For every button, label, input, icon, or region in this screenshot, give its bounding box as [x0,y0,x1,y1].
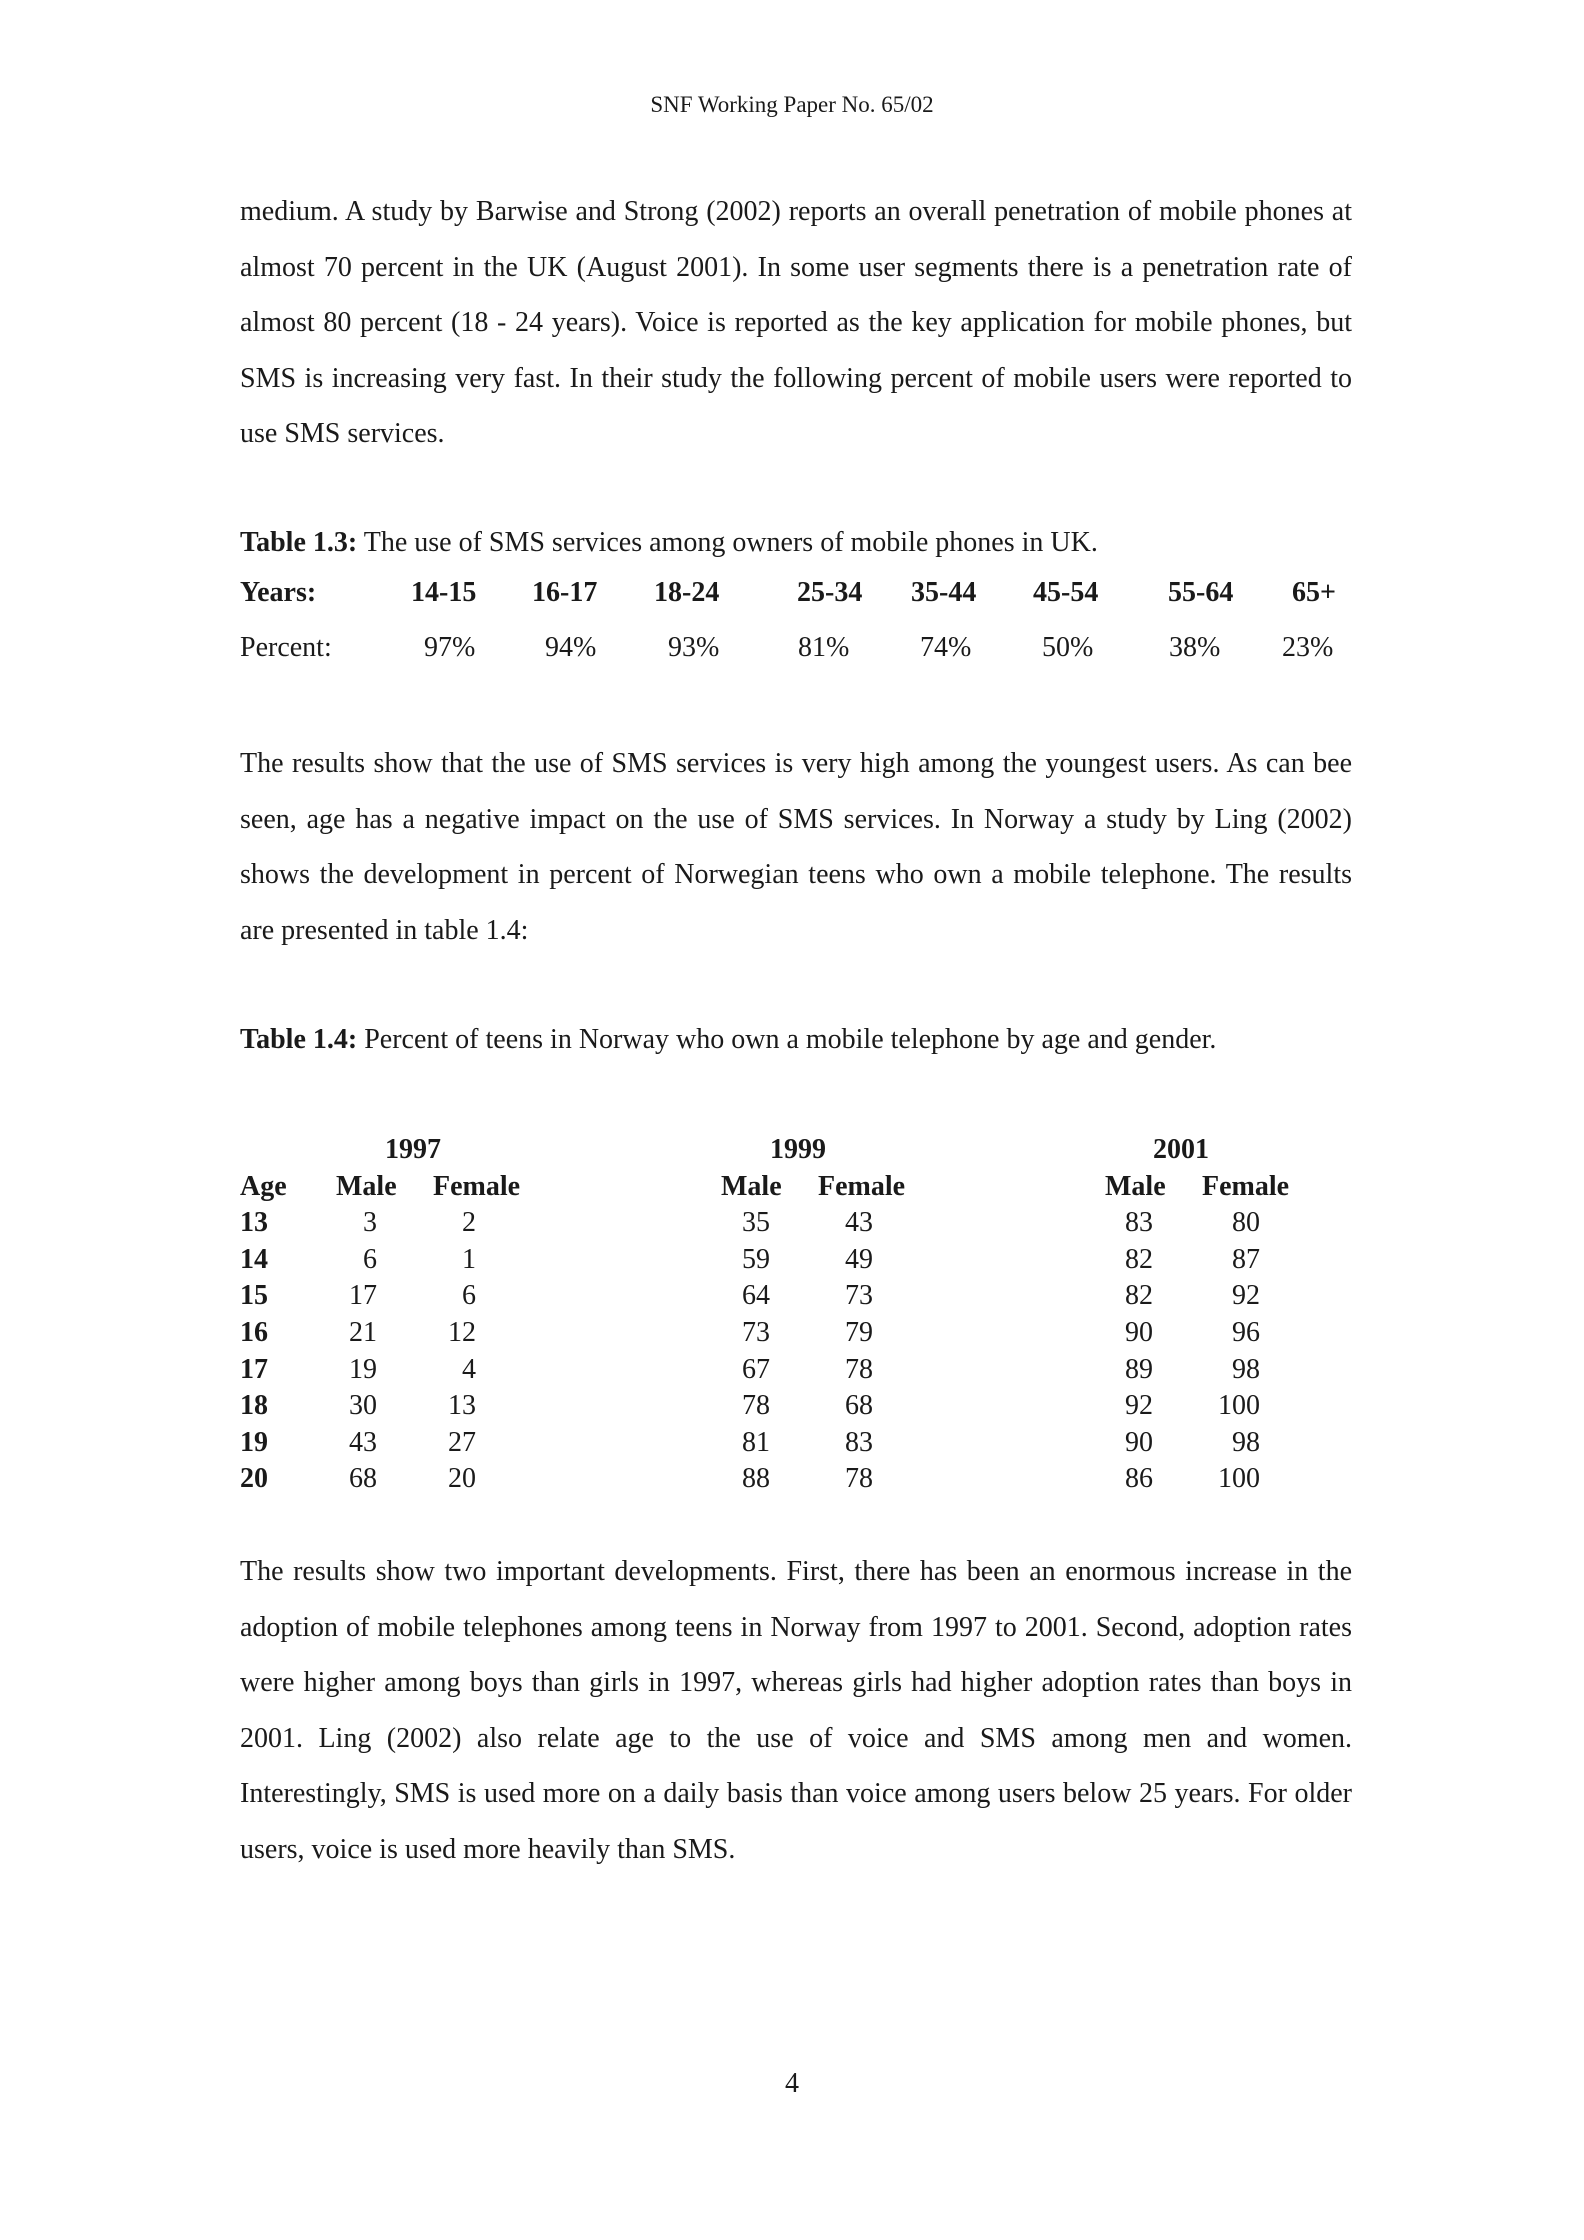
age-cell: 18 [240,1390,268,1422]
female-1999-cell: 43 [845,1207,873,1239]
male-1997-cell: 68 [349,1463,377,1495]
female-2001-cell: 100 [1218,1463,1260,1495]
female-1999-cell: 68 [845,1390,873,1422]
table-row [240,1317,1352,1354]
table-1-3 [240,577,1352,687]
female-2001-cell: 100 [1218,1390,1260,1422]
male-1999-cell: 88 [742,1463,770,1495]
male-2001-cell: 90 [1125,1426,1153,1458]
female-1999-cell: 78 [845,1353,873,1385]
age-cell: 15 [240,1280,268,1312]
male-1999-cell: 35 [742,1207,770,1239]
female-1997-cell: 12 [448,1316,476,1348]
male-1999-cell: 73 [742,1316,770,1348]
male-header-1999: Male [721,1170,782,1202]
male-1999-cell: 67 [742,1353,770,1385]
percent-label: Percent: [240,632,332,663]
table-1-3-percent: 94% [545,632,597,663]
body-paragraph-2: The results show that the use of SMS services is very high among the youngest users. As can bee seen, age has a negative impact on the use of SMS services. In Norway a study by Ling (2002) shows the development in percent of Norwegian teens who own a mobile telephone. The results are presented in table 1.4: [240,748,1352,946]
table-row [240,1390,1352,1427]
table-1-4-body [240,1207,1352,1500]
table-1-4-year-row [240,1134,1352,1171]
table-1-3-percent-row [240,632,1352,687]
table-1-4-year-1997: 1997 [385,1134,441,1165]
female-1999-cell: 83 [845,1426,873,1458]
female-1997-cell: 20 [448,1463,476,1495]
table-1-4-year-1999: 1999 [770,1134,826,1165]
table-1-3-caption-label: Table 1.3: [240,527,358,558]
table-1-3-caption [240,515,1352,571]
table-1-3-year: 14-15 [411,577,477,608]
male-2001-cell: 90 [1125,1316,1153,1348]
table-1-4-caption-text: Percent of teens in Norway who own a mobile telephone by age and gender. [357,1024,1217,1055]
female-header-2001: Female [1202,1170,1290,1202]
table-1-4-header-row [240,1171,1352,1208]
male-2001-cell: 86 [1125,1463,1153,1495]
female-1997-cell: 6 [462,1280,476,1312]
age-cell: 19 [240,1426,268,1458]
female-2001-cell: 87 [1232,1243,1260,1275]
male-header-1997: Male [336,1170,397,1202]
table-row [240,1427,1352,1464]
table-row [240,1354,1352,1391]
table-1-3-year: 25-34 [797,577,863,608]
female-2001-cell: 98 [1232,1426,1260,1458]
male-2001-cell: 82 [1125,1280,1153,1312]
male-1999-cell: 81 [742,1426,770,1458]
table-1-3-year: 65+ [1292,577,1336,608]
body-paragraph-1: medium. A study by Barwise and Strong (2002) reports an overall penetration of mobile phones at almost 70 percent in the UK (August 2001). In some user segments there is a penetration rate of almost 80 percent (18 - 24 years). Voice is reported as the key application for mobile phones, but SMS is increasing very fast. In their study the following percent of mobile users were reported to use SMS services. [240,196,1352,449]
age-cell: 13 [240,1207,268,1239]
running-header: SNF Working Paper No. 65/02 [650,92,934,117]
page-number: 4 [785,2068,799,2099]
table-1-4 [240,1134,1352,1500]
table-1-3-year: 35-44 [911,577,977,608]
female-2001-cell: 96 [1232,1316,1260,1348]
table-row [240,1244,1352,1281]
age-header: Age [240,1170,287,1202]
female-1999-cell: 73 [845,1280,873,1312]
table-1-3-year: 55-64 [1168,577,1234,608]
female-1997-cell: 1 [462,1243,476,1275]
body-paragraph-3: The results show two important developments. First, there has been an enormous increase in the adoption of mobile telephones among teens in Norway from 1997 to 2001. Second, adoption rates were higher among boys than girls in 1997, whereas girls had higher adoption rates than boys in 2001. Ling (2002) also relate age to the use of voice and SMS among men and women. Interestingly, SMS is used more on a daily basis than voice among users below 25 years. For older users, voice is used more heavily than SMS. [240,1556,1352,1865]
male-1997-cell: 21 [349,1316,377,1348]
table-1-3-year: 16-17 [532,577,598,608]
table-1-3-year: 18-24 [654,577,720,608]
male-1997-cell: 6 [363,1243,377,1275]
table-1-3-caption-text: The use of SMS services among owners of mobile phones in UK. [357,527,1098,558]
table-1-4-year-2001: 2001 [1153,1134,1209,1165]
table-1-3-percent: 97% [424,632,476,663]
male-2001-cell: 82 [1125,1243,1153,1275]
table-row [240,1280,1352,1317]
male-2001-cell: 92 [1125,1390,1153,1422]
female-1997-cell: 4 [462,1353,476,1385]
female-2001-cell: 98 [1232,1353,1260,1385]
female-1999-cell: 49 [845,1243,873,1275]
table-1-4-caption [240,1012,1352,1068]
female-2001-cell: 80 [1232,1207,1260,1239]
table-row [240,1463,1352,1500]
female-1997-cell: 2 [462,1207,476,1239]
age-cell: 17 [240,1353,268,1385]
female-1999-cell: 79 [845,1316,873,1348]
age-cell: 20 [240,1463,268,1495]
female-header-1997: Female [433,1170,521,1202]
table-1-3-years-row [240,577,1352,632]
female-1999-cell: 78 [845,1463,873,1495]
female-header-1999: Female [818,1170,906,1202]
male-1997-cell: 3 [363,1207,377,1239]
age-cell: 14 [240,1243,268,1275]
male-1999-cell: 59 [742,1243,770,1275]
age-cell: 16 [240,1316,268,1348]
table-1-3-percent: 81% [798,632,850,663]
male-1997-cell: 30 [349,1390,377,1422]
male-header-2001: Male [1105,1170,1166,1202]
female-2001-cell: 92 [1232,1280,1260,1312]
female-1997-cell: 13 [448,1390,476,1422]
male-2001-cell: 83 [1125,1207,1153,1239]
male-1997-cell: 43 [349,1426,377,1458]
table-1-3-percent: 23% [1282,632,1334,663]
table-1-3-year: 45-54 [1033,577,1099,608]
male-2001-cell: 89 [1125,1353,1153,1385]
male-1999-cell: 78 [742,1390,770,1422]
table-1-3-percent: 50% [1042,632,1094,663]
table-1-3-percent: 93% [668,632,720,663]
table-row [240,1207,1352,1244]
male-1999-cell: 64 [742,1280,770,1312]
male-1997-cell: 17 [349,1280,377,1312]
table-1-3-percent: 74% [920,632,972,663]
male-1997-cell: 19 [349,1353,377,1385]
female-1997-cell: 27 [448,1426,476,1458]
years-label: Years: [240,577,317,608]
table-1-4-caption-label: Table 1.4: [240,1024,358,1055]
table-1-3-percent: 38% [1169,632,1221,663]
